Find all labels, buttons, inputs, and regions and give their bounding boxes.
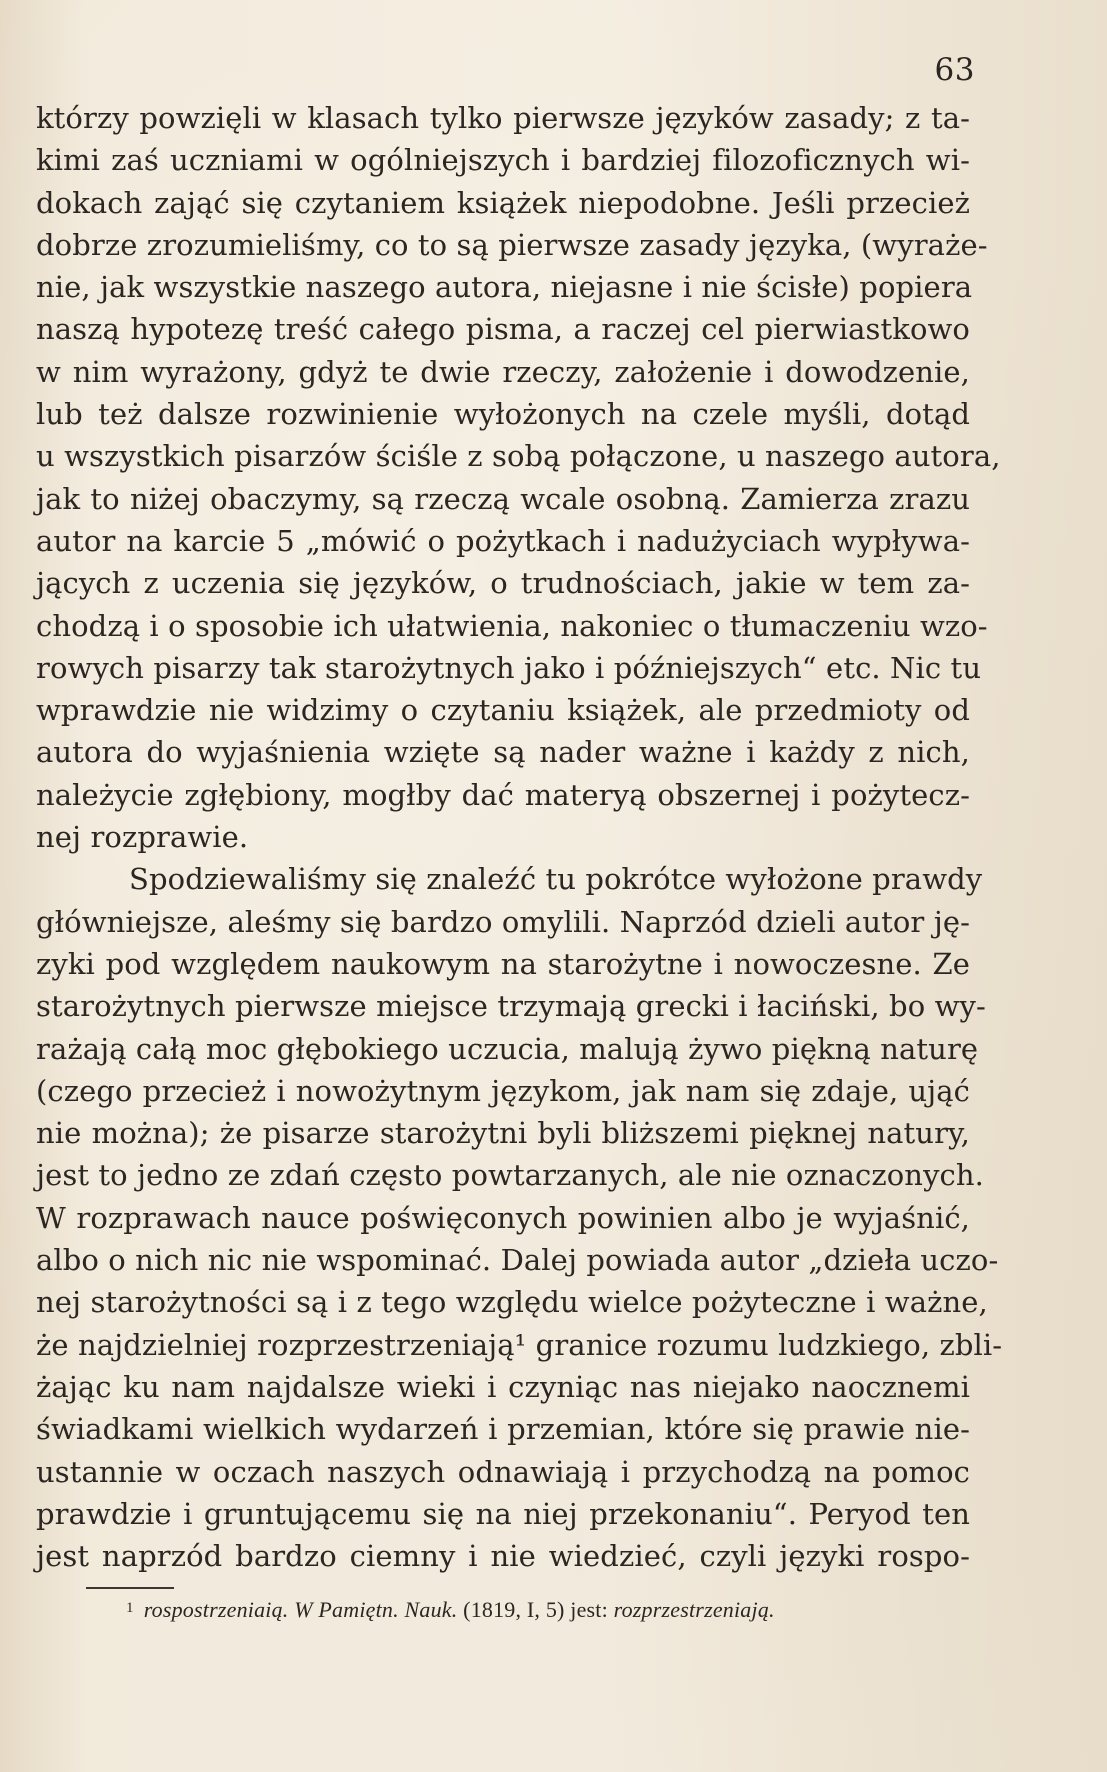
text-line: jest to jedno ze zdań często powtarzanych, ale nie oznaczonych.	[36, 1158, 984, 1193]
text-line: w nim wyrażony, gdyż te dwie rzeczy, założenie i dowodzenie,	[36, 354, 970, 389]
text-line: dobrze zrozumieliśmy, co to są pierwsze zasady języka, (wyraże-	[36, 227, 988, 262]
text-line: nie, jak wszystkie naszego autora, niejasne i nie ścisłe) popiera	[36, 270, 973, 305]
text-line: lub też dalsze rozwinienie wyłożonych na czele myśli, dotąd	[36, 397, 970, 432]
text-line: nej rozprawie.	[36, 820, 249, 855]
text-line: dokach zająć się czytaniem książek niepodobne. Jeśli przecież	[36, 185, 970, 220]
text-line: jest naprzód bardzo ciemny i nie wiedzieć, czyli języki rospo-	[36, 1539, 970, 1574]
text-line: jak to niżej obaczymy, są rzeczą wcale osobną. Zamierza zrazu	[36, 481, 970, 516]
text-line: starożytnych pierwsze miejsce trzymają grecki i łaciński, bo wy-	[36, 989, 986, 1024]
page-number: 63	[934, 52, 975, 88]
text-line: nie można); że pisarze starożytni byli bliższemi pięknej natury,	[36, 1116, 970, 1151]
text-line: którzy powzięli w klasach tylko pierwsze języków zasady; z ta-	[36, 101, 970, 135]
text-line: prawdzie i gruntującemu się na niej przekonaniu“. Peryod ten	[36, 1496, 970, 1531]
footnote-source: rospostrzeniaią. W Pamiętn. Nauk.	[143, 1597, 458, 1622]
footnote-marker: 1	[126, 1600, 134, 1616]
body-text	[36, 97, 1003, 1577]
paragraph-1	[36, 97, 1001, 858]
footnote	[126, 1593, 946, 1625]
text-line: należycie zgłębiony, mogłby dać materyą obszernej i pożytecz-	[36, 777, 970, 812]
text-line: zyki pod względem naukowym na starożytne i nowoczesne. Ze	[36, 946, 970, 981]
text-line: (czego przecież i nowożytnym językom, jak nam się zdaje, ująć	[36, 1073, 970, 1108]
text-line: u wszystkich pisarzów ściśle z sobą połączone, u naszego autora,	[36, 439, 1001, 474]
paragraph-2	[36, 858, 1003, 1577]
footnote-divider	[86, 1587, 174, 1589]
text-line: W rozprawach nauce poświęconych powinien albo je wyjaśnić,	[36, 1200, 970, 1235]
text-line: Spodziewaliśmy się znaleźć tu pokrótce wyłożone prawdy	[129, 862, 983, 897]
text-line: albo o nich nic nie wspominać. Dalej powiada autor „dzieła uczo-	[36, 1243, 999, 1278]
text-line: ustannie w oczach naszych odnawiają i przychodzą na pomoc	[36, 1454, 970, 1489]
text-line: autora do wyjaśnienia wzięte są nader ważne i każdy z nich,	[36, 735, 970, 770]
text-line: że najdzielniej rozprzestrzeniają¹ granice rozumu ludzkiego, zbli-	[36, 1327, 1003, 1362]
text-line: świadkami wielkich wydarzeń i przemian, które się prawie nie-	[36, 1412, 970, 1447]
text-line: chodzą i o sposobie ich ułatwienia, nakoniec o tłumaczeniu wzo-	[36, 608, 988, 643]
text-line: żając ku nam najdalsze wieki i czyniąc nas niejako naocznemi	[36, 1369, 970, 1404]
text-line: rowych pisarzy tak starożytnych jako i późniejszych“ etc. Nic tu	[36, 650, 982, 685]
footnote-text: (1819, I, 5) jest:	[457, 1597, 614, 1622]
text-line: nej starożytności są i z tego względu wielce pożyteczne i ważne,	[36, 1285, 988, 1320]
text-line: główniejsze, aleśmy się bardzo omylili. Naprzód dzieli autor ję-	[36, 904, 970, 939]
text-line: wprawdzie nie widzimy o czytaniu książek, ale przedmioty od	[36, 693, 970, 728]
text-line: jących z uczenia się języków, o trudnościach, jakie w tem za-	[36, 566, 970, 601]
text-line: rażają całą moc głębokiego uczucia, malują żywo piękną naturę	[36, 1031, 979, 1066]
footnote-corrected-word: rozprzestrzeniają.	[613, 1597, 775, 1622]
text-line: naszą hypotezę treść całego pisma, a raczej cel pierwiastkowo	[36, 312, 970, 347]
text-line: autor na karcie 5 „mówić o pożytkach i nadużyciach wypływa-	[36, 523, 970, 558]
text-line: kimi zaś uczniami w ogólniejszych i bardziej filozoficznych wi-	[36, 143, 970, 178]
